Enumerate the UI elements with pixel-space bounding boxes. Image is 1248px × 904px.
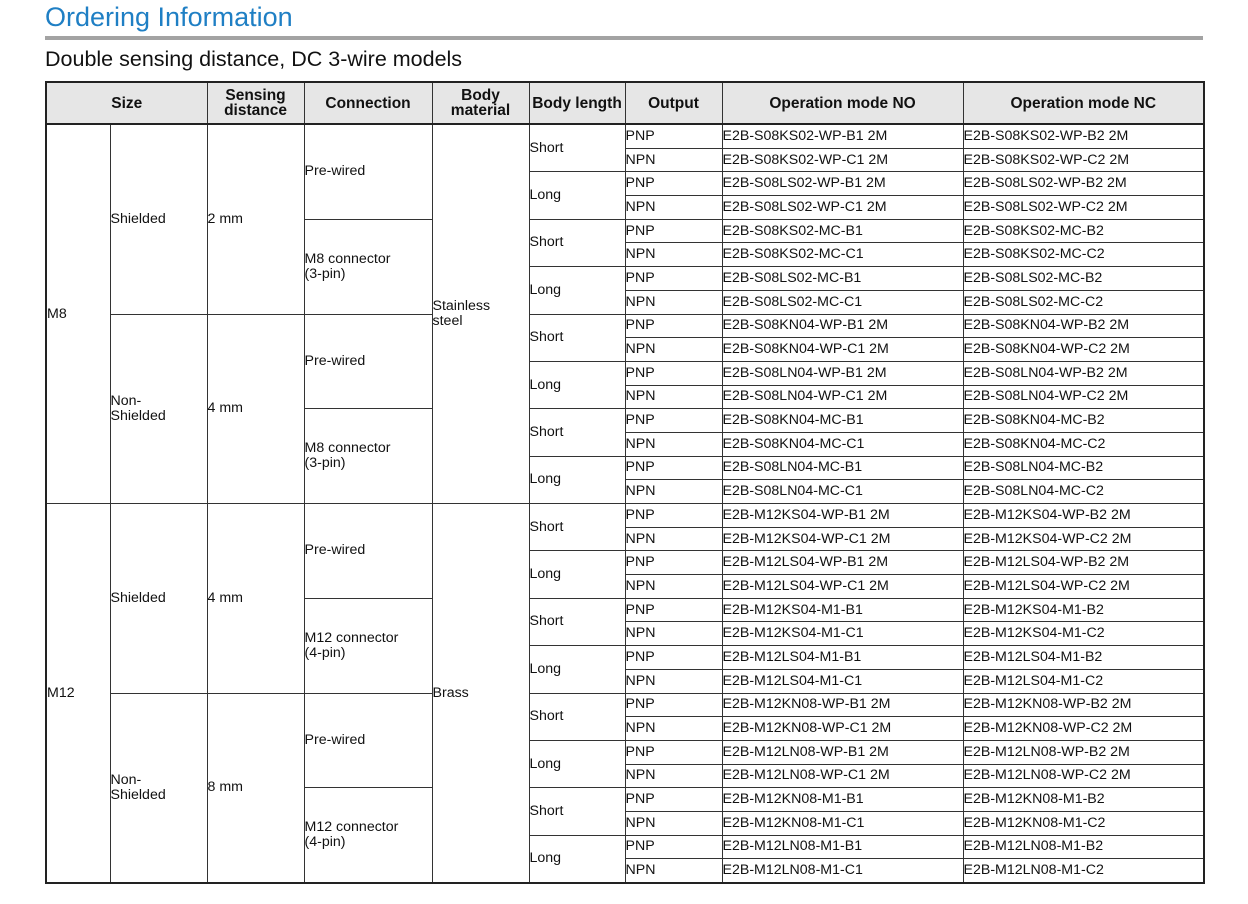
operation-mode-no-cell: E2B-S08LS02-WP-B1 2M: [722, 172, 963, 196]
output-cell: PNP: [625, 267, 722, 291]
operation-mode-nc-cell: E2B-M12LS04-WP-C2 2M: [963, 575, 1204, 599]
output-cell: NPN: [625, 243, 722, 267]
body-material-cell: Stainless steel: [432, 124, 529, 504]
body-length-cell: Short: [529, 314, 625, 361]
output-cell: NPN: [625, 717, 722, 741]
connection-cell: M8 connector (3-pin): [304, 219, 432, 314]
connection-cell: Pre-wired: [304, 693, 432, 788]
output-cell: PNP: [625, 788, 722, 812]
output-cell: PNP: [625, 409, 722, 433]
operation-mode-no-cell: E2B-S08LS02-MC-B1: [722, 267, 963, 291]
connection-cell: M12 connector (4-pin): [304, 598, 432, 693]
section-subtitle: Double sensing distance, DC 3-wire models: [45, 47, 463, 71]
operation-mode-nc-cell: E2B-M12LN08-WP-B2 2M: [963, 740, 1204, 764]
operation-mode-no-cell: E2B-M12LN08-WP-B1 2M: [722, 740, 963, 764]
page-title: Ordering Information: [45, 2, 293, 32]
output-cell: PNP: [625, 835, 722, 859]
shield-type-cell: Non- Shielded: [110, 693, 207, 883]
shield-type-cell: Shielded: [110, 504, 207, 694]
header-sensing-distance: Sensing distance: [207, 82, 304, 124]
operation-mode-no-cell: E2B-M12LS04-M1-B1: [722, 646, 963, 670]
operation-mode-nc-cell: E2B-M12KN08-M1-B2: [963, 788, 1204, 812]
operation-mode-no-cell: E2B-M12LS04-WP-C1 2M: [722, 575, 963, 599]
body-length-cell: Long: [529, 361, 625, 408]
header-row: [46, 82, 1204, 124]
operation-mode-no-cell: E2B-S08KS02-MC-B1: [722, 219, 963, 243]
output-cell: NPN: [625, 527, 722, 551]
title-rule: [45, 36, 1203, 40]
operation-mode-nc-cell: E2B-S08KS02-WP-C2 2M: [963, 148, 1204, 172]
body-length-cell: Long: [529, 551, 625, 598]
operation-mode-no-cell: E2B-S08KS02-WP-C1 2M: [722, 148, 963, 172]
sensing-distance-cell: 8 mm: [207, 693, 304, 883]
operation-mode-no-cell: E2B-M12LN08-M1-B1: [722, 835, 963, 859]
header-body-length: Body length: [529, 82, 625, 124]
operation-mode-no-cell: E2B-S08LS02-WP-C1 2M: [722, 196, 963, 220]
operation-mode-nc-cell: E2B-S08KN04-WP-B2 2M: [963, 314, 1204, 338]
body-length-cell: Short: [529, 504, 625, 551]
output-cell: NPN: [625, 575, 722, 599]
table-row: [46, 314, 1204, 338]
operation-mode-nc-cell: E2B-M12LS04-WP-B2 2M: [963, 551, 1204, 575]
operation-mode-nc-cell: E2B-M12KS04-M1-C2: [963, 622, 1204, 646]
operation-mode-nc-cell: E2B-S08KN04-MC-B2: [963, 409, 1204, 433]
output-cell: PNP: [625, 361, 722, 385]
operation-mode-no-cell: E2B-M12KS04-M1-C1: [722, 622, 963, 646]
output-cell: PNP: [625, 172, 722, 196]
operation-mode-no-cell: E2B-S08KS02-WP-B1 2M: [722, 124, 963, 148]
operation-mode-nc-cell: E2B-S08LN04-MC-C2: [963, 480, 1204, 504]
operation-mode-no-cell: E2B-M12KN08-WP-B1 2M: [722, 693, 963, 717]
output-cell: NPN: [625, 196, 722, 220]
header-operation-mode-no: Operation mode NO: [722, 82, 963, 124]
output-cell: NPN: [625, 669, 722, 693]
output-cell: PNP: [625, 456, 722, 480]
body-length-cell: Long: [529, 835, 625, 883]
operation-mode-no-cell: E2B-S08LN04-MC-B1: [722, 456, 963, 480]
operation-mode-no-cell: E2B-S08LS02-MC-C1: [722, 290, 963, 314]
body-length-cell: Long: [529, 172, 625, 219]
header-body-material: Body material: [432, 82, 529, 124]
output-cell: NPN: [625, 480, 722, 504]
output-cell: NPN: [625, 385, 722, 409]
output-cell: PNP: [625, 740, 722, 764]
operation-mode-no-cell: E2B-S08KS02-MC-C1: [722, 243, 963, 267]
operation-mode-no-cell: E2B-S08KN04-MC-B1: [722, 409, 963, 433]
operation-mode-no-cell: E2B-M12KS04-WP-B1 2M: [722, 504, 963, 528]
connection-cell: M8 connector (3-pin): [304, 409, 432, 504]
operation-mode-nc-cell: E2B-M12LS04-M1-B2: [963, 646, 1204, 670]
operation-mode-no-cell: E2B-S08LN04-MC-C1: [722, 480, 963, 504]
output-cell: PNP: [625, 504, 722, 528]
sensing-distance-cell: 4 mm: [207, 314, 304, 504]
output-cell: PNP: [625, 646, 722, 670]
output-cell: NPN: [625, 338, 722, 362]
operation-mode-nc-cell: E2B-S08LS02-MC-B2: [963, 267, 1204, 291]
body-length-cell: Short: [529, 693, 625, 740]
operation-mode-nc-cell: E2B-M12KS04-WP-C2 2M: [963, 527, 1204, 551]
output-cell: NPN: [625, 622, 722, 646]
ordering-table: [45, 81, 1205, 884]
body-length-cell: Long: [529, 267, 625, 314]
operation-mode-nc-cell: E2B-S08KN04-MC-C2: [963, 432, 1204, 456]
output-cell: PNP: [625, 598, 722, 622]
shield-type-cell: Non- Shielded: [110, 314, 207, 504]
body-length-cell: Long: [529, 646, 625, 693]
sensing-distance-cell: 2 mm: [207, 124, 304, 314]
operation-mode-nc-cell: E2B-M12KS04-WP-B2 2M: [963, 504, 1204, 528]
operation-mode-no-cell: E2B-S08LN04-WP-B1 2M: [722, 361, 963, 385]
size-cell: M8: [46, 124, 110, 504]
output-cell: NPN: [625, 290, 722, 314]
connection-cell: Pre-wired: [304, 314, 432, 409]
operation-mode-nc-cell: E2B-M12LN08-M1-B2: [963, 835, 1204, 859]
operation-mode-nc-cell: E2B-S08LN04-WP-B2 2M: [963, 361, 1204, 385]
operation-mode-nc-cell: E2B-S08LN04-MC-B2: [963, 456, 1204, 480]
table-row: [46, 124, 1204, 148]
operation-mode-no-cell: E2B-M12KN08-WP-C1 2M: [722, 717, 963, 741]
operation-mode-no-cell: E2B-M12LS04-WP-B1 2M: [722, 551, 963, 575]
operation-mode-no-cell: E2B-S08KN04-WP-B1 2M: [722, 314, 963, 338]
operation-mode-nc-cell: E2B-S08KS02-WP-B2 2M: [963, 124, 1204, 148]
table-row: [46, 504, 1204, 528]
operation-mode-nc-cell: E2B-S08KS02-MC-C2: [963, 243, 1204, 267]
output-cell: NPN: [625, 432, 722, 456]
body-length-cell: Long: [529, 740, 625, 787]
header-operation-mode-nc: Operation mode NC: [963, 82, 1204, 124]
output-cell: PNP: [625, 693, 722, 717]
output-cell: NPN: [625, 148, 722, 172]
header-size: Size: [46, 82, 207, 124]
operation-mode-no-cell: E2B-M12KS04-M1-B1: [722, 598, 963, 622]
operation-mode-no-cell: E2B-M12KS04-WP-C1 2M: [722, 527, 963, 551]
body-length-cell: Short: [529, 788, 625, 835]
operation-mode-no-cell: E2B-S08KN04-MC-C1: [722, 432, 963, 456]
sensing-distance-cell: 4 mm: [207, 504, 304, 694]
operation-mode-nc-cell: E2B-S08KN04-WP-C2 2M: [963, 338, 1204, 362]
header-output: Output: [625, 82, 722, 124]
body-material-cell: Brass: [432, 504, 529, 884]
body-length-cell: Short: [529, 124, 625, 172]
body-length-cell: Short: [529, 598, 625, 645]
shield-type-cell: Shielded: [110, 124, 207, 314]
output-cell: PNP: [625, 551, 722, 575]
header-connection: Connection: [304, 82, 432, 124]
operation-mode-no-cell: E2B-S08LN04-WP-C1 2M: [722, 385, 963, 409]
output-cell: PNP: [625, 314, 722, 338]
connection-cell: Pre-wired: [304, 504, 432, 599]
operation-mode-no-cell: E2B-M12LN08-M1-C1: [722, 859, 963, 883]
operation-mode-nc-cell: E2B-M12LN08-WP-C2 2M: [963, 764, 1204, 788]
operation-mode-nc-cell: E2B-M12LN08-M1-C2: [963, 859, 1204, 883]
operation-mode-no-cell: E2B-M12LS04-M1-C1: [722, 669, 963, 693]
table-body: [46, 124, 1204, 883]
body-length-cell: Short: [529, 219, 625, 266]
operation-mode-nc-cell: E2B-S08LS02-MC-C2: [963, 290, 1204, 314]
operation-mode-nc-cell: E2B-M12LS04-M1-C2: [963, 669, 1204, 693]
operation-mode-no-cell: E2B-M12LN08-WP-C1 2M: [722, 764, 963, 788]
output-cell: NPN: [625, 859, 722, 883]
connection-cell: Pre-wired: [304, 124, 432, 219]
operation-mode-nc-cell: E2B-S08LN04-WP-C2 2M: [963, 385, 1204, 409]
output-cell: NPN: [625, 764, 722, 788]
operation-mode-nc-cell: E2B-S08KS02-MC-B2: [963, 219, 1204, 243]
connection-cell: M12 connector (4-pin): [304, 788, 432, 883]
operation-mode-nc-cell: E2B-M12KS04-M1-B2: [963, 598, 1204, 622]
operation-mode-nc-cell: E2B-S08LS02-WP-C2 2M: [963, 196, 1204, 220]
operation-mode-no-cell: E2B-M12KN08-M1-B1: [722, 788, 963, 812]
operation-mode-nc-cell: E2B-S08LS02-WP-B2 2M: [963, 172, 1204, 196]
output-cell: PNP: [625, 219, 722, 243]
body-length-cell: Short: [529, 409, 625, 456]
body-length-cell: Long: [529, 456, 625, 503]
output-cell: NPN: [625, 811, 722, 835]
table-row: [46, 693, 1204, 717]
output-cell: PNP: [625, 124, 722, 148]
operation-mode-nc-cell: E2B-M12KN08-WP-C2 2M: [963, 717, 1204, 741]
operation-mode-nc-cell: E2B-M12KN08-M1-C2: [963, 811, 1204, 835]
operation-mode-no-cell: E2B-M12KN08-M1-C1: [722, 811, 963, 835]
operation-mode-no-cell: E2B-S08KN04-WP-C1 2M: [722, 338, 963, 362]
size-cell: M12: [46, 504, 110, 884]
operation-mode-nc-cell: E2B-M12KN08-WP-B2 2M: [963, 693, 1204, 717]
